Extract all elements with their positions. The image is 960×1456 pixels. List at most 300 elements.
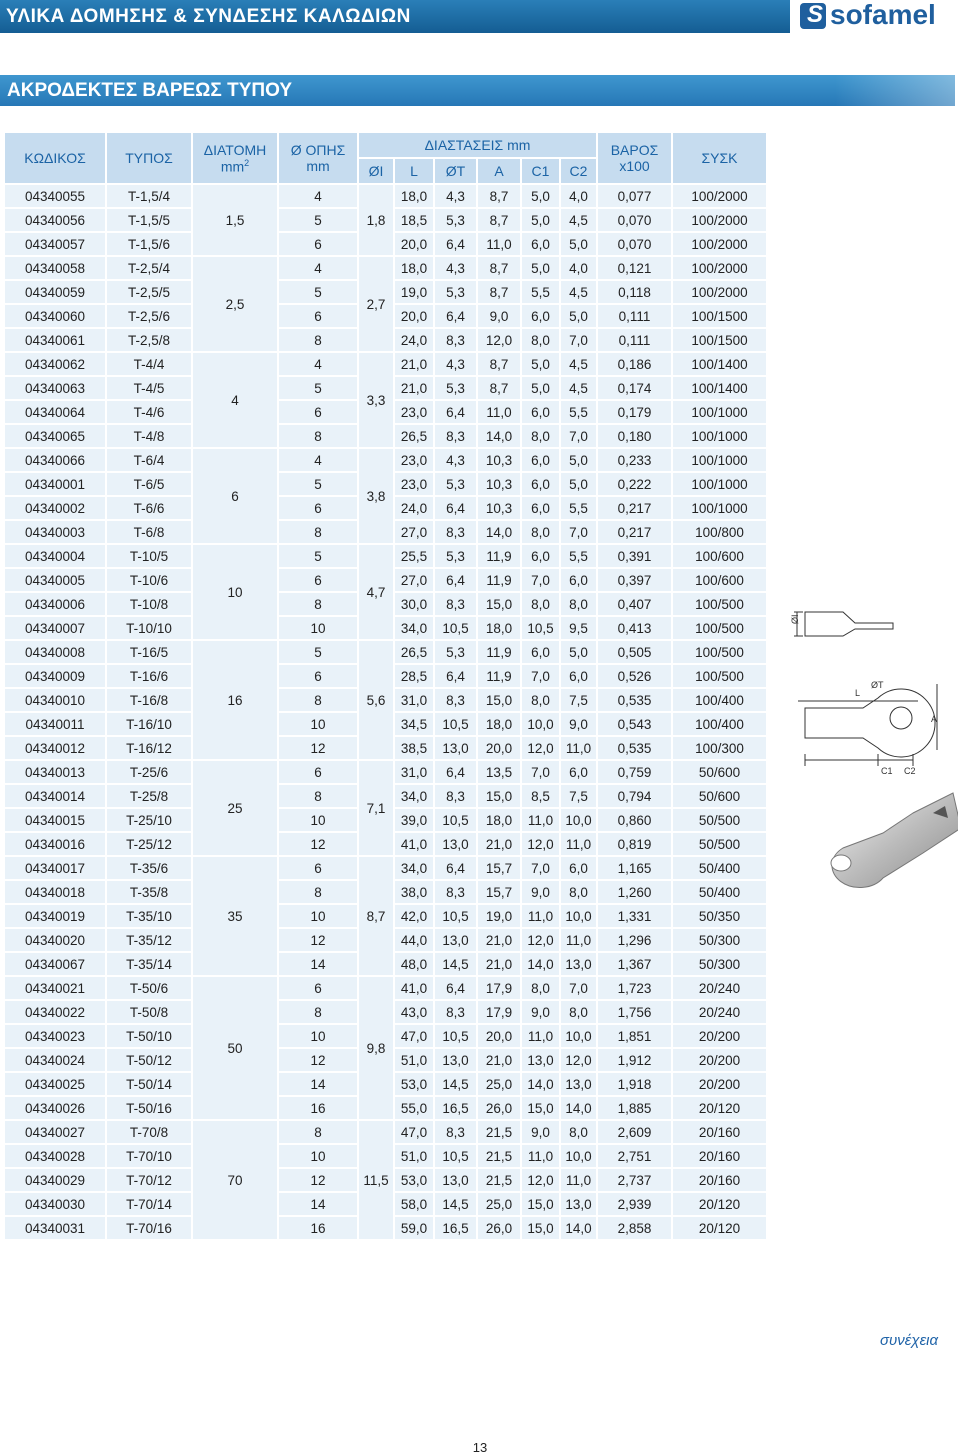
cell-dt: 14,5 — [434, 952, 477, 976]
cell-dt: 13,0 — [434, 1048, 477, 1072]
cell-dt: 6,4 — [434, 568, 477, 592]
table-row — [4, 544, 767, 568]
cell-pack: 100/400 — [672, 712, 767, 736]
cell-type: T-2,5/4 — [106, 256, 192, 280]
cell-dt: 13,0 — [434, 1168, 477, 1192]
cell-c1: 6,0 — [521, 400, 560, 424]
cell-c1: 8,0 — [521, 592, 560, 616]
cell-type: T-35/14 — [106, 952, 192, 976]
cell-hole: 4 — [278, 352, 358, 376]
cell-code: 04340001 — [4, 472, 106, 496]
cell-type: T-2,5/8 — [106, 328, 192, 352]
cell-di: 8,7 — [358, 856, 394, 976]
cell-weight: 0,391 — [597, 544, 672, 568]
cell-weight: 1,723 — [597, 976, 672, 1000]
cell-code: 04340010 — [4, 688, 106, 712]
cell-section: 2,5 — [192, 256, 278, 352]
cell-a: 21,0 — [477, 928, 521, 952]
cell-weight: 0,233 — [597, 448, 672, 472]
cell-type: T-1,5/5 — [106, 208, 192, 232]
cell-pack: 20/240 — [672, 976, 767, 1000]
cell-l: 21,0 — [394, 376, 434, 400]
cell-c1: 5,0 — [521, 208, 560, 232]
cell-weight: 0,543 — [597, 712, 672, 736]
cell-type: T-50/16 — [106, 1096, 192, 1120]
cell-code: 04340006 — [4, 592, 106, 616]
cell-code: 04340014 — [4, 784, 106, 808]
cell-c2: 5,0 — [560, 472, 597, 496]
cell-pack: 20/200 — [672, 1072, 767, 1096]
cell-a: 15,0 — [477, 592, 521, 616]
cell-c2: 7,0 — [560, 976, 597, 1000]
cell-weight: 1,918 — [597, 1072, 672, 1096]
cell-l: 18,0 — [394, 184, 434, 208]
cell-section: 4 — [192, 352, 278, 448]
header-weight-line2: x100 — [619, 158, 650, 174]
cell-l: 28,5 — [394, 664, 434, 688]
cell-code: 04340007 — [4, 616, 106, 640]
continues-note: συνέχεια — [880, 1332, 939, 1349]
cell-hole: 5 — [278, 376, 358, 400]
cell-a: 8,7 — [477, 280, 521, 304]
section-title-bar — [0, 75, 955, 106]
cell-weight: 0,407 — [597, 592, 672, 616]
cell-a: 21,0 — [477, 832, 521, 856]
page-number: 13 — [472, 1440, 488, 1455]
cell-code: 04340016 — [4, 832, 106, 856]
cell-code: 04340017 — [4, 856, 106, 880]
cell-c2: 4,5 — [560, 208, 597, 232]
cell-dt: 8,3 — [434, 1120, 477, 1144]
cell-c2: 8,0 — [560, 592, 597, 616]
cell-type: T-6/8 — [106, 520, 192, 544]
cell-code: 04340005 — [4, 568, 106, 592]
cell-weight: 1,260 — [597, 880, 672, 904]
cell-hole: 10 — [278, 616, 358, 640]
cell-pack: 100/2000 — [672, 184, 767, 208]
cell-code: 04340061 — [4, 328, 106, 352]
cell-dt: 5,3 — [434, 640, 477, 664]
cell-hole: 8 — [278, 1000, 358, 1024]
cell-pack: 20/200 — [672, 1024, 767, 1048]
cell-l: 58,0 — [394, 1192, 434, 1216]
cell-hole: 10 — [278, 1144, 358, 1168]
cell-type: T-50/10 — [106, 1024, 192, 1048]
cell-pack: 100/400 — [672, 688, 767, 712]
cell-c2: 10,0 — [560, 808, 597, 832]
cell-c1: 15,0 — [521, 1096, 560, 1120]
cell-c2: 4,5 — [560, 352, 597, 376]
header-dt: ØT — [434, 158, 477, 184]
cell-c2: 4,0 — [560, 184, 597, 208]
cell-code: 04340012 — [4, 736, 106, 760]
cell-c1: 15,0 — [521, 1216, 560, 1240]
cell-hole: 5 — [278, 472, 358, 496]
cell-pack: 50/400 — [672, 880, 767, 904]
cell-dt: 8,3 — [434, 688, 477, 712]
cell-hole: 8 — [278, 688, 358, 712]
cell-dt: 8,3 — [434, 424, 477, 448]
cell-hole: 5 — [278, 208, 358, 232]
cell-type: T-16/12 — [106, 736, 192, 760]
cell-type: T-35/8 — [106, 880, 192, 904]
cell-hole: 6 — [278, 760, 358, 784]
cell-a: 20,0 — [477, 736, 521, 760]
cell-type: T-6/4 — [106, 448, 192, 472]
table-row — [4, 760, 767, 784]
cell-dt: 8,3 — [434, 520, 477, 544]
cell-l: 53,0 — [394, 1072, 434, 1096]
cell-code: 04340026 — [4, 1096, 106, 1120]
cell-c1: 9,0 — [521, 1000, 560, 1024]
cell-l: 48,0 — [394, 952, 434, 976]
cell-l: 23,0 — [394, 448, 434, 472]
cell-c1: 11,0 — [521, 808, 560, 832]
cell-c2: 6,0 — [560, 760, 597, 784]
cell-a: 21,5 — [477, 1120, 521, 1144]
cell-dt: 6,4 — [434, 496, 477, 520]
cell-weight: 0,535 — [597, 736, 672, 760]
cell-code: 04340059 — [4, 280, 106, 304]
cell-dt: 5,3 — [434, 472, 477, 496]
cell-weight: 1,296 — [597, 928, 672, 952]
cell-a: 13,5 — [477, 760, 521, 784]
cell-dt: 5,3 — [434, 208, 477, 232]
cell-pack: 100/2000 — [672, 280, 767, 304]
cell-c2: 7,5 — [560, 784, 597, 808]
header-hole-line1: Ø ΟΠΗΣ — [290, 142, 346, 158]
cell-weight: 0,526 — [597, 664, 672, 688]
cell-c2: 8,0 — [560, 880, 597, 904]
cell-c1: 7,0 — [521, 664, 560, 688]
cell-a: 25,0 — [477, 1072, 521, 1096]
cell-c2: 11,0 — [560, 832, 597, 856]
cell-c1: 8,5 — [521, 784, 560, 808]
cell-type: T-70/16 — [106, 1216, 192, 1240]
header-section-line2: mm — [220, 158, 245, 175]
cell-c2: 7,5 — [560, 688, 597, 712]
cell-a: 17,9 — [477, 976, 521, 1000]
cell-a: 11,0 — [477, 232, 521, 256]
cell-c1: 5,0 — [521, 352, 560, 376]
cell-pack: 20/120 — [672, 1216, 767, 1240]
cell-pack: 20/160 — [672, 1144, 767, 1168]
cell-c2: 5,0 — [560, 448, 597, 472]
cell-dt: 8,3 — [434, 1000, 477, 1024]
cell-type: T-16/8 — [106, 688, 192, 712]
section-title: ΑΚΡΟΔΕΚΤΕΣ ΒΑΡΕΩΣ ΤΥΠΟΥ — [7, 80, 293, 101]
cell-pack: 100/1500 — [672, 328, 767, 352]
header-weight — [597, 132, 672, 184]
cell-dt: 8,3 — [434, 328, 477, 352]
cell-pack: 100/500 — [672, 664, 767, 688]
cell-code: 04340030 — [4, 1192, 106, 1216]
cell-hole: 16 — [278, 1096, 358, 1120]
cell-c1: 11,0 — [521, 904, 560, 928]
header-a: A — [477, 158, 521, 184]
cell-pack: 20/120 — [672, 1192, 767, 1216]
cell-c1: 8,0 — [521, 976, 560, 1000]
cell-a: 12,0 — [477, 328, 521, 352]
cell-weight: 0,077 — [597, 184, 672, 208]
cell-weight: 1,912 — [597, 1048, 672, 1072]
cell-c1: 8,0 — [521, 688, 560, 712]
cell-weight: 0,860 — [597, 808, 672, 832]
cell-l: 51,0 — [394, 1144, 434, 1168]
header-c2: C2 — [560, 158, 597, 184]
cell-pack: 50/350 — [672, 904, 767, 928]
cell-a: 17,9 — [477, 1000, 521, 1024]
cell-l: 34,0 — [394, 616, 434, 640]
cell-di: 5,6 — [358, 640, 394, 760]
cell-type: T-10/6 — [106, 568, 192, 592]
cell-hole: 10 — [278, 808, 358, 832]
cell-c1: 7,0 — [521, 856, 560, 880]
cell-weight: 0,180 — [597, 424, 672, 448]
cell-c2: 10,0 — [560, 1024, 597, 1048]
cell-dt: 6,4 — [434, 304, 477, 328]
cell-pack: 100/500 — [672, 616, 767, 640]
cell-weight: 0,217 — [597, 496, 672, 520]
cell-hole: 8 — [278, 880, 358, 904]
cell-c2: 5,0 — [560, 232, 597, 256]
cell-weight: 1,165 — [597, 856, 672, 880]
cell-c1: 12,0 — [521, 736, 560, 760]
cell-c2: 13,0 — [560, 1192, 597, 1216]
cell-weight: 2,858 — [597, 1216, 672, 1240]
cell-c2: 10,0 — [560, 904, 597, 928]
cell-type: T-4/8 — [106, 424, 192, 448]
cell-c1: 8,0 — [521, 424, 560, 448]
cell-section: 6 — [192, 448, 278, 544]
cell-code: 04340029 — [4, 1168, 106, 1192]
cell-pack: 100/1500 — [672, 304, 767, 328]
cell-code: 04340011 — [4, 712, 106, 736]
cell-di: 4,7 — [358, 544, 394, 640]
cell-di: 3,3 — [358, 352, 394, 448]
cell-type: T-10/8 — [106, 592, 192, 616]
cell-pack: 20/160 — [672, 1168, 767, 1192]
cell-type: T-70/14 — [106, 1192, 192, 1216]
cell-type: T-25/6 — [106, 760, 192, 784]
cell-type: T-25/8 — [106, 784, 192, 808]
brand-name: sofamel — [830, 0, 936, 30]
cell-c1: 6,0 — [521, 496, 560, 520]
cell-c1: 14,0 — [521, 952, 560, 976]
cell-weight: 0,179 — [597, 400, 672, 424]
cell-l: 53,0 — [394, 1168, 434, 1192]
lug-photo-icon — [831, 793, 958, 888]
cell-code: 04340031 — [4, 1216, 106, 1240]
cell-l: 41,0 — [394, 976, 434, 1000]
cell-a: 15,7 — [477, 880, 521, 904]
cell-dt: 6,4 — [434, 976, 477, 1000]
cell-c2: 9,0 — [560, 712, 597, 736]
cell-type: T-4/4 — [106, 352, 192, 376]
cell-code: 04340055 — [4, 184, 106, 208]
cell-c1: 14,0 — [521, 1072, 560, 1096]
cell-section: 16 — [192, 640, 278, 760]
cell-weight: 0,794 — [597, 784, 672, 808]
cell-l: 30,0 — [394, 592, 434, 616]
cell-hole: 4 — [278, 256, 358, 280]
cell-c1: 9,0 — [521, 880, 560, 904]
cell-c1: 10,0 — [521, 712, 560, 736]
cell-c1: 8,0 — [521, 328, 560, 352]
cell-weight: 2,751 — [597, 1144, 672, 1168]
cell-l: 47,0 — [394, 1024, 434, 1048]
cell-a: 18,0 — [477, 616, 521, 640]
cell-l: 25,5 — [394, 544, 434, 568]
cell-hole: 5 — [278, 544, 358, 568]
cell-di: 2,7 — [358, 256, 394, 352]
cell-a: 21,0 — [477, 952, 521, 976]
cell-code: 04340057 — [4, 232, 106, 256]
cell-c1: 11,0 — [521, 1024, 560, 1048]
cell-dt: 14,5 — [434, 1072, 477, 1096]
cell-code: 04340020 — [4, 928, 106, 952]
cell-hole: 10 — [278, 904, 358, 928]
cell-hole: 8 — [278, 520, 358, 544]
brand-logo — [800, 2, 960, 32]
cell-dt: 6,4 — [434, 400, 477, 424]
cell-a: 8,7 — [477, 256, 521, 280]
cell-type: T-35/10 — [106, 904, 192, 928]
cell-a: 18,0 — [477, 712, 521, 736]
cell-a: 21,5 — [477, 1144, 521, 1168]
cell-a: 25,0 — [477, 1192, 521, 1216]
cell-hole: 8 — [278, 328, 358, 352]
cell-a: 11,9 — [477, 664, 521, 688]
cell-c2: 6,0 — [560, 664, 597, 688]
cell-pack: 50/300 — [672, 952, 767, 976]
cell-hole: 14 — [278, 1072, 358, 1096]
cell-a: 15,0 — [477, 688, 521, 712]
cell-hole: 6 — [278, 976, 358, 1000]
cell-c2: 5,5 — [560, 496, 597, 520]
cell-c1: 9,0 — [521, 1120, 560, 1144]
cell-a: 15,7 — [477, 856, 521, 880]
cell-pack: 100/1000 — [672, 472, 767, 496]
header-pack: ΣΥΣΚ — [672, 132, 767, 184]
cell-a: 11,0 — [477, 400, 521, 424]
cell-c2: 10,0 — [560, 1144, 597, 1168]
cell-weight: 1,331 — [597, 904, 672, 928]
cell-c2: 12,0 — [560, 1048, 597, 1072]
cell-weight: 0,397 — [597, 568, 672, 592]
header-section — [192, 132, 278, 184]
cell-l: 55,0 — [394, 1096, 434, 1120]
cell-l: 47,0 — [394, 1120, 434, 1144]
cell-hole: 5 — [278, 280, 358, 304]
cell-l: 18,5 — [394, 208, 434, 232]
cell-weight: 1,756 — [597, 1000, 672, 1024]
cell-type: T-2,5/6 — [106, 304, 192, 328]
lug-diagram — [783, 598, 958, 898]
table-row — [4, 976, 767, 1000]
cell-dt: 10,5 — [434, 616, 477, 640]
label-l: L — [855, 688, 861, 698]
cell-hole: 6 — [278, 496, 358, 520]
cell-hole: 10 — [278, 1024, 358, 1048]
cell-c2: 5,5 — [560, 400, 597, 424]
cell-dt: 4,3 — [434, 184, 477, 208]
cell-code: 04340027 — [4, 1120, 106, 1144]
header-title: ΥΛΙΚΑ ΔΟΜΗΣΗΣ & ΣΥΝΔΕΣΗΣ ΚΑΛΩΔΙΩΝ — [6, 6, 411, 27]
cell-l: 24,0 — [394, 496, 434, 520]
cell-di: 11,5 — [358, 1120, 394, 1240]
cell-code: 04340056 — [4, 208, 106, 232]
cell-c1: 5,0 — [521, 184, 560, 208]
cell-weight: 0,413 — [597, 616, 672, 640]
cell-dt: 4,3 — [434, 256, 477, 280]
cell-code: 04340015 — [4, 808, 106, 832]
cell-l: 23,0 — [394, 472, 434, 496]
header-type: ΤΥΠΟΣ — [106, 132, 192, 184]
cell-c2: 8,0 — [560, 1000, 597, 1024]
cell-l: 59,0 — [394, 1216, 434, 1240]
cell-dt: 8,3 — [434, 880, 477, 904]
cell-section: 10 — [192, 544, 278, 640]
cell-a: 26,0 — [477, 1096, 521, 1120]
cell-dt: 8,3 — [434, 592, 477, 616]
cell-type: T-6/5 — [106, 472, 192, 496]
cell-code: 04340058 — [4, 256, 106, 280]
cell-pack: 100/600 — [672, 544, 767, 568]
cell-section: 50 — [192, 976, 278, 1120]
cell-type: T-70/10 — [106, 1144, 192, 1168]
cell-pack: 100/1400 — [672, 376, 767, 400]
cell-a: 10,3 — [477, 448, 521, 472]
cell-c1: 11,0 — [521, 1144, 560, 1168]
cell-c1: 5,0 — [521, 256, 560, 280]
cell-c2: 7,0 — [560, 328, 597, 352]
cell-hole: 4 — [278, 448, 358, 472]
cell-a: 26,0 — [477, 1216, 521, 1240]
header-section-sup: 2 — [244, 157, 250, 168]
cell-code: 04340066 — [4, 448, 106, 472]
cell-l: 39,0 — [394, 808, 434, 832]
cell-code: 04340060 — [4, 304, 106, 328]
cell-pack: 100/500 — [672, 640, 767, 664]
cell-weight: 1,851 — [597, 1024, 672, 1048]
cell-pack: 50/600 — [672, 760, 767, 784]
cell-pack: 100/1000 — [672, 424, 767, 448]
cell-pack: 100/500 — [672, 592, 767, 616]
label-dt: ØT — [871, 680, 884, 690]
cell-type: T-10/10 — [106, 616, 192, 640]
label-a: A — [931, 714, 938, 724]
cell-weight: 0,759 — [597, 760, 672, 784]
cell-l: 31,0 — [394, 688, 434, 712]
cell-l: 44,0 — [394, 928, 434, 952]
cell-code: 04340024 — [4, 1048, 106, 1072]
cell-di: 3,8 — [358, 448, 394, 544]
cell-c2: 4,5 — [560, 280, 597, 304]
cell-c1: 6,0 — [521, 304, 560, 328]
cell-l: 26,5 — [394, 640, 434, 664]
header-c1: C1 — [521, 158, 560, 184]
cell-code: 04340022 — [4, 1000, 106, 1024]
table-row — [4, 448, 767, 472]
cell-hole: 12 — [278, 1168, 358, 1192]
cell-a: 15,0 — [477, 784, 521, 808]
cell-c1: 6,0 — [521, 232, 560, 256]
cell-c2: 11,0 — [560, 736, 597, 760]
cell-hole: 5 — [278, 640, 358, 664]
header-hole-line2: mm — [306, 158, 330, 174]
cell-hole: 4 — [278, 184, 358, 208]
